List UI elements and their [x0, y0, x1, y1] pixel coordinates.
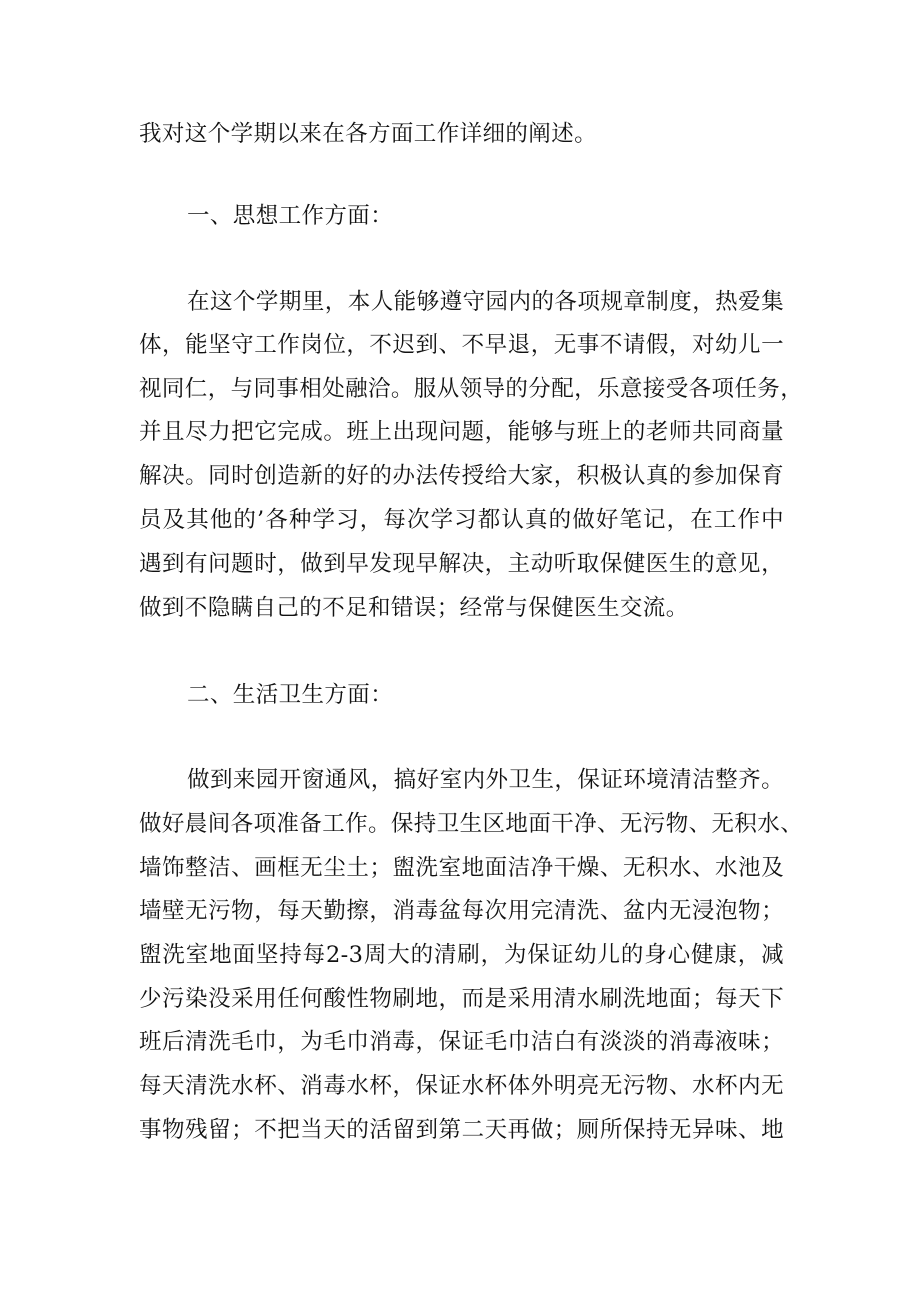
section2-line-3: 墙饰整洁、画框无尘土；盥洗室地面洁净干燥、无积水、水池及	[139, 855, 784, 881]
intro-line: 我对这个学期以来在各方面工作详细的阐述。	[139, 121, 598, 147]
section1-line-8: 做到不隐瞒自己的不足和错误；经常与保健医生交流。	[139, 595, 689, 621]
section1-line-1: 在这个学期里，本人能够遵守园内的各项规章制度，热爱集	[187, 289, 784, 315]
section1-heading: 一、思想工作方面：	[187, 203, 394, 229]
section2-line-8: 每天清洗水杯、消毒水杯，保证水杯体外明亮无污物、水杯内无	[139, 1073, 784, 1099]
section2-line-5: 盥洗室地面坚持每2-3周大的清刷，为保证幼儿的身心健康，减	[139, 942, 784, 968]
section1-line-4: 并且尽力把它完成。班上出现问题，能够与班上的老师共同商量	[139, 419, 784, 445]
section2-line-9: 事物残留；不把当天的活留到第二天再做；厕所保持无异味、地	[139, 1117, 784, 1143]
section1-line-3: 视同仁，与同事相处融洽。服从领导的分配，乐意接受各项任务，	[139, 376, 804, 402]
section2-line-2: 做好晨间各项准备工作。保持卫生区地面干净、无污物、无积水、	[139, 811, 804, 837]
section1-line-2: 体，能坚守工作岗位，不迟到、不早退，无事不请假，对幼儿一	[139, 332, 784, 358]
section2-line-6: 少污染没采用任何酸性物刷地，而是采用清水刷洗地面；每天下	[139, 986, 784, 1012]
section1-line-5: 解决。同时创造新的好的办法传授给大家，积极认真的参加保育	[139, 463, 784, 489]
section2-line-4: 墙壁无污物，每天勤擦，消毒盆每次用完清洗、盆内无浸泡物；	[139, 898, 784, 924]
section2-heading: 二、生活卫生方面：	[187, 682, 394, 708]
section1-line-6: 员及其他的’各种学习，每次学习都认真的做好笔记，在工作中	[139, 507, 784, 533]
section2-line-7: 班后清洗毛巾，为毛巾消毒，保证毛巾洁白有淡淡的消毒液味；	[139, 1029, 784, 1055]
section1-line-7: 遇到有问题时，做到早发现早解决，主动听取保健医生的意见，	[139, 551, 784, 577]
section2-line-1: 做到来园开窗通风，搞好室内外卫生，保证环境清洁整齐。	[187, 767, 784, 793]
